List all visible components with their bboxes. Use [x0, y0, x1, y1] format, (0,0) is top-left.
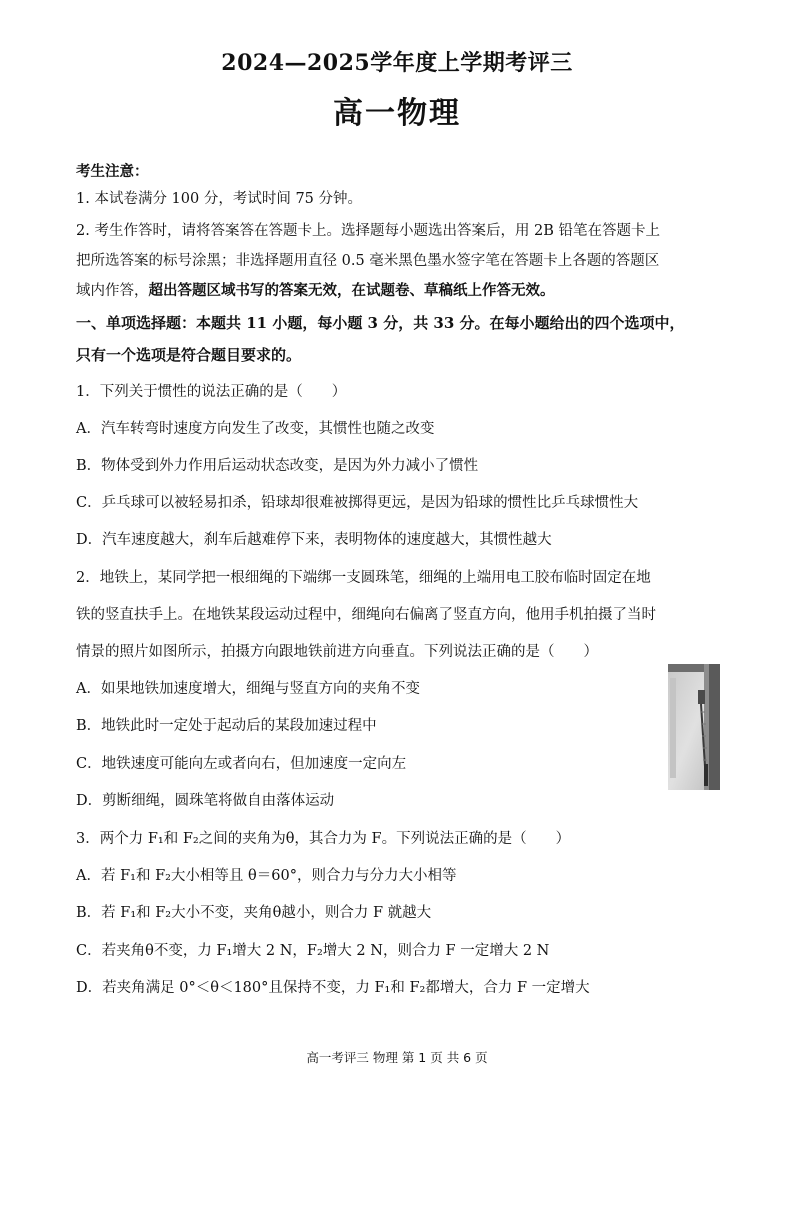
notice-item-2-line-3-normal: 域内作答，: [76, 283, 149, 299]
q1-option-b: B．物体受到外力作用后运动状态改变，是因为外力减小了惯性: [76, 458, 479, 474]
exam-year-title: 2024—2025学年度上学期考评三: [221, 50, 573, 76]
q2-stem-line-1: 2．地铁上，某同学把一根细绳的下端绑一支圆珠笔，细绳的上端用电工胶布临时固定在地: [76, 570, 651, 586]
q2-photo-figure: [668, 664, 720, 790]
q1-stem: 1．下列关于惯性的说法正确的是（ ）: [76, 384, 347, 400]
notice-heading: 考生注意：: [76, 163, 149, 180]
notice-item-1: 1. 本试卷满分 100 分，考试时间 75 分钟。: [76, 191, 363, 207]
q1-option-c: C．乒乓球可以被轻易扣杀，铅球却很难被掷得更远，是因为铅球的惯性比乒乓球惯性大: [76, 495, 639, 511]
page-footer: 高一考评三 物理 第 1 页 共 6 页: [306, 1050, 488, 1065]
q3-option-a: A．若 F₁和 F₂大小相等且 θ＝60°，则合力与分力大小相等: [76, 868, 457, 884]
exam-subject-title: 高一物理: [333, 96, 461, 131]
notice-item-2-line-3: [76, 281, 555, 301]
section-1-heading-line-2: 只有一个选项是符合题目要求的。: [76, 346, 302, 364]
section-1-heading-line-1: 一、单项选择题：本题共 11 小题，每小题 3 分，共 33 分。在每小题给出的四个选项中，: [76, 314, 685, 332]
q3-option-d: D．若夹角满足 0°＜θ＜180°且保持不变，力 F₁和 F₂都增大，合力 F 一定增大: [76, 980, 590, 996]
pendulum-photo-image: [668, 664, 720, 790]
q1-option-d: D．汽车速度越大，刹车后越难停下来，表明物体的速度越大，其惯性越大: [76, 532, 552, 548]
q2-option-a: A．如果地铁加速度增大，细绳与竖直方向的夹角不变: [76, 681, 420, 697]
notice-item-2-line-1: 2. 考生作答时，请将答案答在答题卡上。选择题每小题选出答案后，用 2B 铅笔在答题卡上: [76, 223, 661, 239]
q3-option-b: B．若 F₁和 F₂大小不变，夹角θ越小，则合力 F 就越大: [76, 905, 432, 921]
q2-option-b: B．地铁此时一定处于起动后的某段加速过程中: [76, 718, 377, 734]
q2-option-c: C．地铁速度可能向左或者向右，但加速度一定向左: [76, 756, 407, 772]
q3-option-c: C．若夹角θ不变，力 F₁增大 2 N，F₂增大 2 N，则合力 F 一定增大 2 N: [76, 943, 550, 959]
q2-stem-line-2: 铁的竖直扶手上。在地铁某段运动过程中，细绳向右偏离了竖直方向，他用手机拍摄了当时: [76, 607, 656, 623]
q3-stem: 3．两个力 F₁和 F₂之间的夹角为θ，其合力为 F。下列说法正确的是（ ）: [76, 831, 571, 847]
notice-item-2-line-3-bold: 超出答题区域书写的答案无效，在试题卷、草稿纸上作答无效。: [148, 282, 555, 299]
notice-item-2-line-2: 把所选答案的标号涂黑；非选择题用直径 0.5 毫米黑色墨水签字笔在答题卡上各题的答题区: [76, 253, 660, 269]
q2-stem-line-3: 情景的照片如图所示，拍摄方向跟地铁前进方向垂直。下列说法正确的是（ ）: [76, 644, 598, 660]
q1-option-a: A．汽车转弯时速度方向发生了改变，其惯性也随之改变: [76, 421, 435, 437]
q2-option-d: D．剪断细绳，圆珠笔将做自由落体运动: [76, 793, 335, 809]
